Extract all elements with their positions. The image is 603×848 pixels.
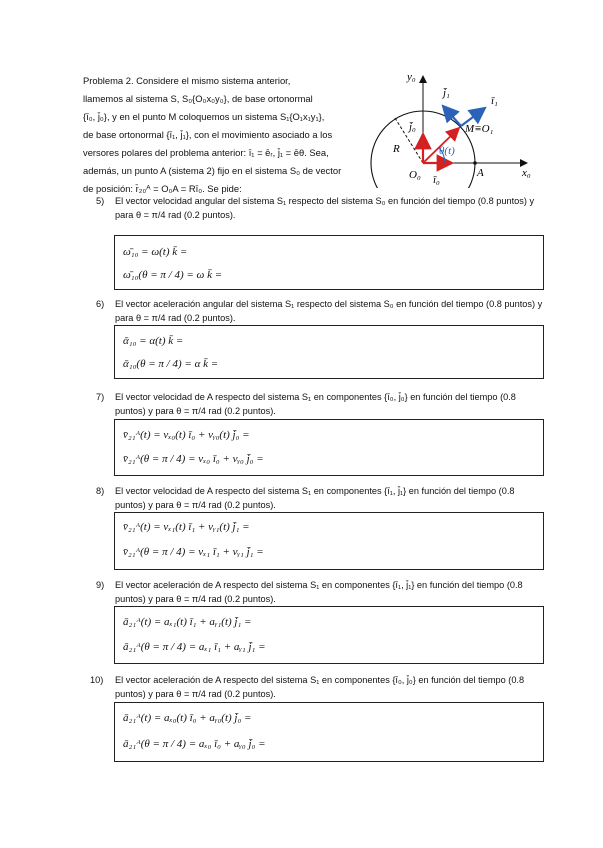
intro-line: Problema 2. Considere el mismo sistema anterior, <box>83 75 291 86</box>
question-text: El vector aceleración angular del sistema S₁ respecto del sistema S₀ en función del tiempo (0.8 puntos) y para θ = π/4 rad (0.2 puntos). <box>115 299 543 323</box>
i1-label: ī₁ <box>491 95 498 107</box>
question-5 <box>96 194 546 236</box>
equation: ᾱ₁₀ = α(t) k̄ = <box>123 335 184 347</box>
question-6 <box>96 297 546 325</box>
point-a <box>473 161 477 165</box>
intro-line: versores polares del problema anterior: ī₁ = ēᵣ, j̄₁ = ēθ. Sea, <box>83 147 329 158</box>
answer-box-9[interactable] <box>114 606 544 664</box>
question-number: 10) <box>90 675 104 685</box>
question-7 <box>96 390 546 418</box>
equation: ω̄₁₀(θ = π / 4) = ω k̄ = <box>123 269 223 281</box>
answer-box-5[interactable] <box>114 235 544 290</box>
intro-line: {ī₀, j̄₀}, y en el punto M coloquemos un sistema S₁{O₁x₁y₁}, <box>83 111 325 122</box>
question-number: 7) <box>96 392 105 402</box>
i0-label: ī₀ <box>433 174 440 186</box>
y0-label: y₀ <box>407 71 416 83</box>
equation: ω̄₁₀ = ω(t) k̄ = <box>123 246 188 258</box>
equation: ā₂₁ᴬ(θ = π / 4) = aₓ₀ ī₀ + aᵧ₀ j̄₀ = <box>123 738 266 750</box>
question-9 <box>96 578 546 606</box>
mechanism-diagram <box>365 68 540 188</box>
m-label: M≡O₁ <box>465 123 494 135</box>
question-text: El vector velocidad angular del sistema S₁ respecto del sistema S₀ en función del tiempo (0.8 puntos) y para θ = π/4 rad (0.2 puntos). <box>115 196 535 220</box>
theta-label: θ(t) <box>439 145 455 157</box>
equation: v̄₂₁ᴬ(t) = vₓ₁(t) ī₁ + vᵧ₁(t) j̄₁ = <box>123 521 250 533</box>
equation: ā₂₁ᴬ(θ = π / 4) = aₓ₁ ī₁ + aᵧ₁ j̄₁ = <box>123 641 266 653</box>
question-8 <box>96 484 546 512</box>
equation: ᾱ₁₀(θ = π / 4) = α k̄ = <box>123 358 219 370</box>
a-label: A <box>477 167 484 179</box>
question-number: 9) <box>96 580 105 590</box>
intro-line: de posición: r̄₂₀ᴬ = O₀A = Rī₀. Se pide: <box>83 183 242 194</box>
r-label: R <box>393 143 400 155</box>
answer-box-10[interactable] <box>114 702 544 762</box>
question-text: El vector aceleración de A respecto del sistema S₁ en componentes {ī₀, j̄₀} en función del tiempo (0.8 puntos) y para θ = π/4 rad (0.2 puntos). <box>115 675 525 699</box>
intro-line: llamemos al sistema S, S₀{O₀x₀y₀}, de base ortonormal <box>83 93 313 104</box>
question-number: 8) <box>96 486 105 496</box>
o0-label: O₀ <box>409 169 421 181</box>
x0-label: x₀ <box>522 167 531 179</box>
answer-box-8[interactable] <box>114 512 544 570</box>
equation: ā₂₁ᴬ(t) = aₓ₀(t) ī₀ + aᵧ₀(t) j̄₀ = <box>123 712 252 724</box>
answer-box-6[interactable] <box>114 325 544 379</box>
question-text: El vector velocidad de A respecto del sistema S₁ en componentes {ī₀, j̄₀} en función del tiempo (0.8 puntos) y para θ = π/4 rad (0.2 puntos). <box>115 392 516 416</box>
j0-label: j̄₀ <box>409 121 416 133</box>
question-10 <box>90 673 546 701</box>
intro-line: de base ortonormal {ī₁, j̄₁}, con el movimiento asociado a los <box>83 129 333 140</box>
question-text: El vector velocidad de A respecto del sistema S₁ en componentes {ī₁, j̄₁} en función del tiempo (0.8 puntos) y para θ = π/4 rad (0.2 puntos). <box>115 486 515 510</box>
answer-box-7[interactable] <box>114 419 544 476</box>
equation: v̄₂₁ᴬ(θ = π / 4) = vₓ₁ ī₁ + vᵧ₁ j̄₁ = <box>123 546 264 558</box>
equation: v̄₂₁ᴬ(θ = π / 4) = vₓ₀ ī₀ + vᵧ₀ j̄₀ = <box>123 453 264 465</box>
equation: ā₂₁ᴬ(t) = aₓ₁(t) ī₁ + aᵧ₁(t) j̄₁ = <box>123 616 252 628</box>
equation: v̄₂₁ᴬ(t) = vₓ₀(t) ī₀ + vᵧ₀(t) j̄₀ = <box>123 429 250 441</box>
intro-paragraph <box>83 72 365 198</box>
question-text: El vector aceleración de A respecto del sistema S₁ en componentes {ī₁, j̄₁} en función del tiempo (0.8 puntos) y para θ = π/4 rad (0.2 puntos). <box>115 580 523 604</box>
j1-label: j̄₁ <box>443 87 450 99</box>
question-number: 6) <box>96 299 105 309</box>
question-number: 5) <box>96 196 105 206</box>
intro-line: además, un punto A (sistema 2) fijo en el sistema S₀ de vector <box>83 165 342 176</box>
